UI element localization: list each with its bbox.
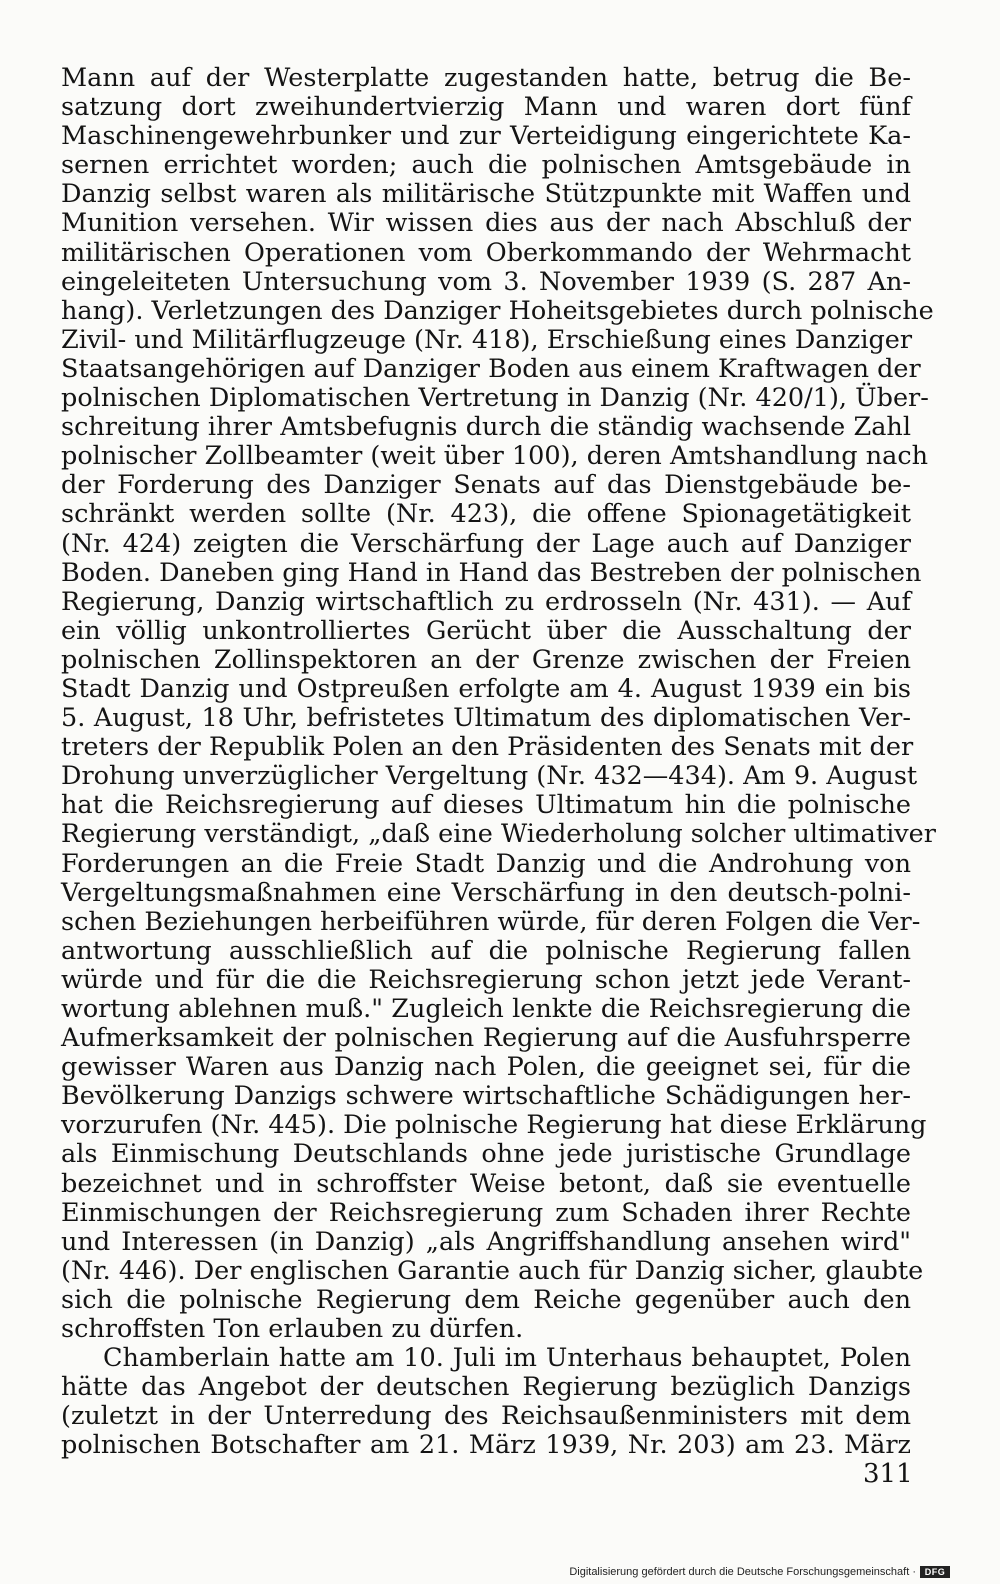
text-line: militärischen Operationen vom Oberkommando der Wehrmacht	[61, 237, 911, 268]
text-line: 5. August, 18 Uhr, befristetes Ultimatum des diplomatischen Ver-	[61, 703, 911, 734]
text-line: Boden. Daneben ging Hand in Hand das Bestreben der polnischen	[61, 557, 922, 588]
text-line: antwortung ausschließlich auf die polnische Regierung fallen	[61, 935, 911, 966]
text-line: polnischer Zollbeamter (weit über 100), deren Amtshandlung nach	[61, 441, 929, 472]
text-line: Munition versehen. Wir wissen dies aus der nach Abschluß der	[61, 208, 911, 239]
text-line: (Nr. 446). Der englischen Garantie auch für Danzig sicher, glaubte	[61, 1255, 924, 1286]
text-line: Maschinengewehrbunker und zur Verteidigung eingerichtete Ka-	[61, 121, 911, 152]
text-line: Drohung unverzüglicher Vergeltung (Nr. 432—434). Am 9. August	[61, 761, 918, 792]
text-line: schränkt werden sollte (Nr. 423), die offene Spionagetätigkeit	[61, 499, 911, 530]
text-line: Bevölkerung Danzigs schwere wirtschaftliche Schädigungen her-	[61, 1081, 911, 1112]
text-line: (zuletzt in der Unterredung des Reichsaußenministers mit dem	[61, 1401, 911, 1432]
text-line: Aufmerksamkeit der polnischen Regierung auf die Ausfuhrsperre	[61, 1023, 911, 1054]
text-line: treters der Republik Polen an den Präsidenten des Senats mit der	[61, 732, 914, 763]
text-line: satzung dort zweihundertvierzig Mann und waren dort fünf	[61, 92, 911, 123]
text-line: sich die polnische Regierung dem Reiche gegenüber auch den	[61, 1284, 911, 1315]
page-number: 311	[863, 1459, 913, 1489]
text-line: ein völlig unkontrolliertes Gerücht über die Ausschaltung der	[61, 615, 911, 646]
text-line: polnischen Botschafter am 21. März 1939, Nr. 203) am 23. März	[61, 1430, 911, 1461]
digitization-footer	[569, 1566, 950, 1578]
footer-credit-text: Digitalisierung gefördert durch die Deutsche Forschungsgemeinschaft ·	[569, 1566, 916, 1578]
text-line: polnischen Diplomatischen Vertretung in Danzig (Nr. 420/1), Über-	[61, 383, 929, 414]
text-line: würde und für die die Reichsregierung schon jetzt jede Verant-	[61, 964, 911, 995]
text-line: hat die Reichsregierung auf dieses Ultimatum hin die polnische	[61, 790, 911, 821]
text-line: wortung ablehnen muß." Zugleich lenkte die Reichsregierung die	[61, 994, 911, 1024]
text-line: Staatsangehörigen auf Danziger Boden aus einem Kraftwagen der	[61, 353, 921, 384]
body-text	[61, 63, 936, 1461]
text-line: Vergeltungsmaßnahmen eine Verschärfung in den deutsch-polni-	[61, 877, 911, 908]
text-line: bezeichnet und in schroffster Weise betont, daß sie eventuelle	[61, 1168, 911, 1199]
text-line: als Einmischung Deutschlands ohne jede juristische Grundlage	[61, 1139, 911, 1170]
text-line: Regierung, Danzig wirtschaftlich zu erdrosseln (Nr. 431). — Auf	[61, 586, 911, 617]
text-line: Forderungen an die Freie Stadt Danzig und die Androhung von	[61, 848, 911, 879]
text-line: Zivil- und Militärflugzeuge (Nr. 418), Erschießung eines Danziger	[61, 324, 913, 355]
text-line: Stadt Danzig und Ostpreußen erfolgte am 4. August 1939 ein bis	[61, 673, 911, 704]
text-line: hätte das Angebot der deutschen Regierung bezüglich Danzigs	[61, 1372, 911, 1403]
text-line: Einmischungen der Reichsregierung zum Schaden ihrer Rechte	[61, 1197, 911, 1228]
text-line: hang). Verletzungen des Danziger Hoheitsgebietes durch polnische	[61, 295, 934, 326]
text-line: Danzig selbst waren als militärische Stützpunkte mit Waffen und	[61, 179, 911, 210]
text-line: Regierung verständigt, „daß eine Wiederholung solcher ultimativer	[61, 819, 936, 850]
text-line: gewisser Waren aus Danzig nach Polen, die geeignet sei, für die	[61, 1052, 911, 1083]
text-line: Mann auf der Westerplatte zugestanden hatte, betrug die Be-	[61, 63, 911, 93]
text-line: Chamberlain hatte am 10. Juli im Unterhaus behauptet, Polen	[103, 1343, 911, 1374]
text-line: schroffsten Ton erlauben zu dürfen.	[61, 1314, 524, 1345]
text-line: und Interessen (in Danzig) „als Angriffshandlung ansehen wird"	[61, 1226, 911, 1257]
dfg-logo-icon: DFG	[920, 1566, 950, 1578]
text-line: sernen errichtet worden; auch die polnischen Amtsgebäude in	[61, 150, 911, 181]
text-line: eingeleiteten Untersuchung vom 3. November 1939 (S. 287 An-	[61, 266, 911, 297]
text-line: (Nr. 424) zeigten die Verschärfung der Lage auch auf Danziger	[61, 528, 911, 559]
text-line: polnischen Zollinspektoren an der Grenze zwischen der Freien	[61, 644, 911, 675]
text-line: schen Beziehungen herbeiführen würde, für deren Folgen die Ver-	[61, 906, 921, 937]
text-line: schreitung ihrer Amtsbefugnis durch die ständig wachsende Zahl	[61, 412, 911, 443]
text-line: der Forderung des Danziger Senats auf das Dienstgebäude be-	[61, 470, 911, 501]
text-line: vorzurufen (Nr. 445). Die polnische Regierung hat diese Erklärung	[61, 1110, 927, 1141]
